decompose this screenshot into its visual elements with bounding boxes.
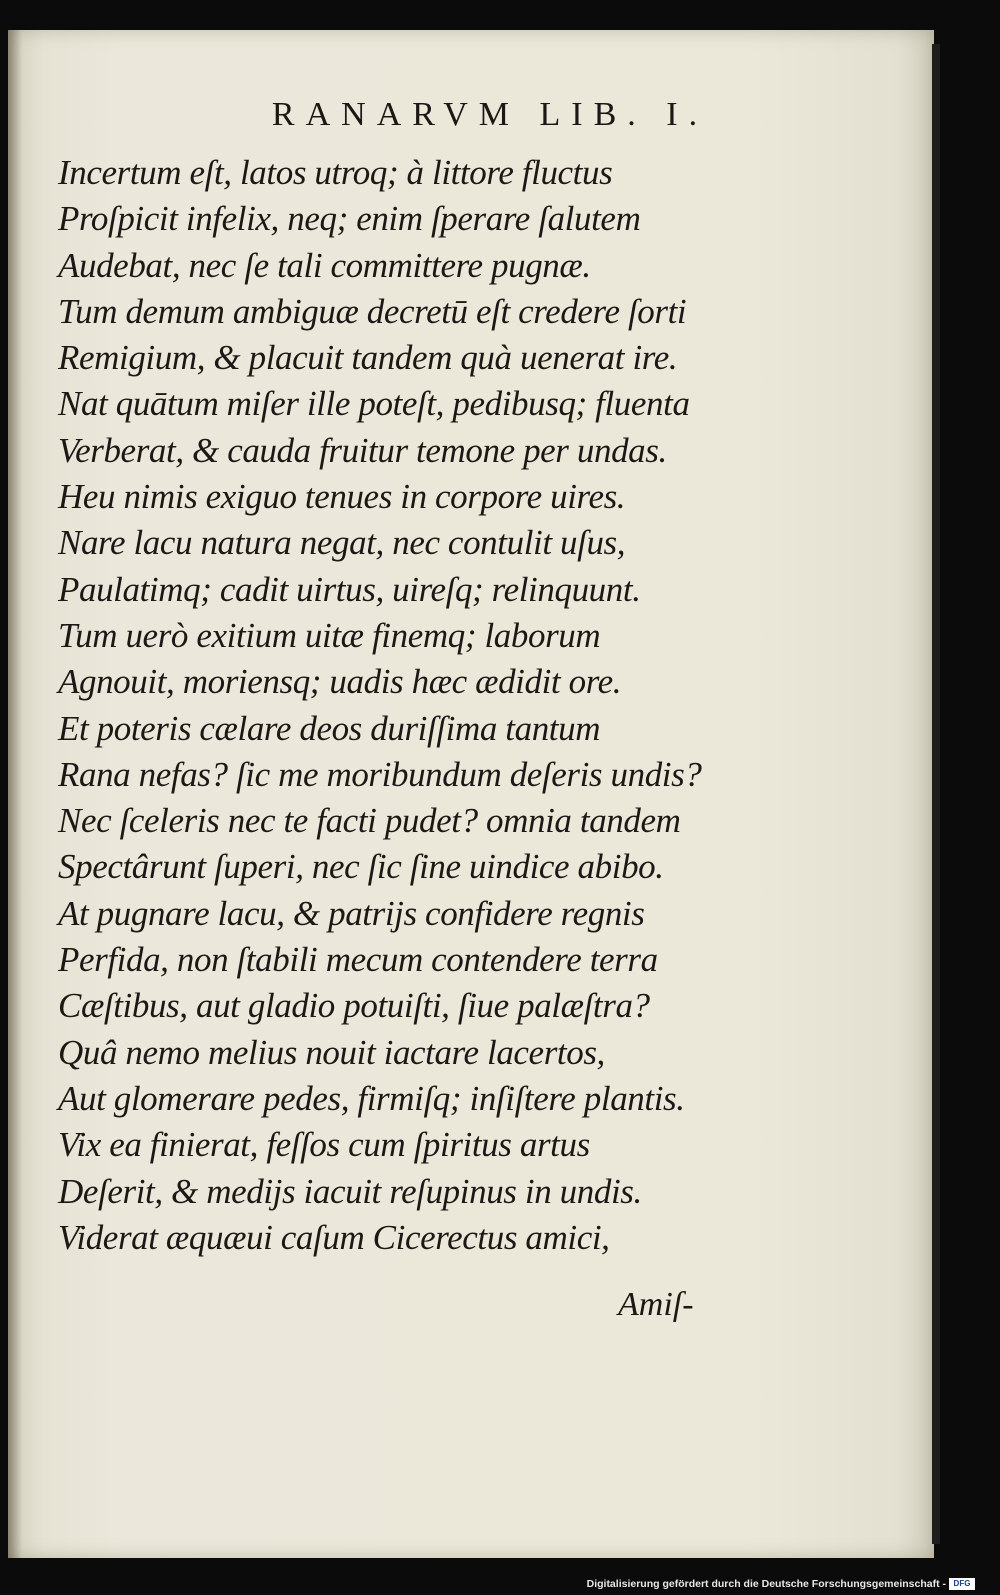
running-head: RANARVM LIB. I. (271, 96, 709, 133)
verse-line: Tum demum ambiguæ decretū eſt credere ſorti (58, 291, 687, 331)
verse-line: At pugnare lacu, & patrijs confidere regnis (58, 893, 645, 933)
page-gutter-shadow (8, 30, 22, 1558)
verse-line: Remigium, & placuit tandem quà uenerat ire. (58, 338, 678, 378)
verse-line: Spectârunt ſuperi, nec ſic ſine uindice abibo. (58, 847, 664, 887)
verse-block (58, 150, 738, 1261)
verse-line: Perfida, non ſtabili mecum contendere terra (58, 940, 658, 980)
verse-line: Audebat, nec ſe tali committere pugnæ. (58, 245, 591, 285)
verse-line: Paulatimq; cadit uirtus, uireſq; relinquunt. (58, 569, 641, 609)
verse-line: Verberat, & cauda fruitur temone per undas. (58, 430, 667, 470)
verse-line: Proſpicit infelix, neq; enim ſperare ſalutem (58, 199, 641, 239)
verse-line: Viderat æquæui caſum Cicerectus amici, (58, 1217, 610, 1257)
verse-line: Heu nimis exiguo tenues in corpore uires. (58, 477, 626, 517)
dfg-logo-icon: DFG (949, 1578, 975, 1590)
verse-line: Tum uerò exitium uitæ finemq; laborum (58, 615, 601, 655)
verse-line: Vix ea finierat, feſſos cum ſpiritus artus (58, 1125, 590, 1165)
verse-line: Quâ nemo melius nouit iactare lacertos, (58, 1032, 605, 1072)
digitization-credit: Digitalisierung gefördert durch die Deutsche Forschungsgemeinschaft - (586, 1578, 946, 1590)
verse-line: Nare lacu natura negat, nec contulit uſus, (58, 523, 626, 563)
verse-line: Et poteris cælare deos duriſſima tantum (58, 708, 601, 748)
verse-line: Nat quātum miſer ille poteſt, pedibusq; fluenta (58, 384, 690, 424)
verse-line: Cæſtibus, aut gladio potuiſti, ſiue palæſtra? (58, 986, 650, 1026)
page-spine (932, 44, 940, 1544)
verse-line: Rana nefas? ſic me moribundum deſeris undis? (58, 754, 702, 794)
verse-line: Nec ſceleris nec te facti pudet? omnia tandem (58, 801, 681, 841)
verse-line: Aut glomerare pedes, firmiſq; inſiſtere plantis. (58, 1078, 685, 1118)
verse-line: Deſerit, & medijs iacuit reſupinus in undis. (58, 1171, 642, 1211)
catchword: Amiſ- (618, 1286, 694, 1323)
verse-line: Incertum eſt, latos utroq; à littore fluctus (58, 153, 613, 192)
verse-line: Agnouit, moriensq; uadis hæc ædidit ore. (58, 662, 622, 702)
